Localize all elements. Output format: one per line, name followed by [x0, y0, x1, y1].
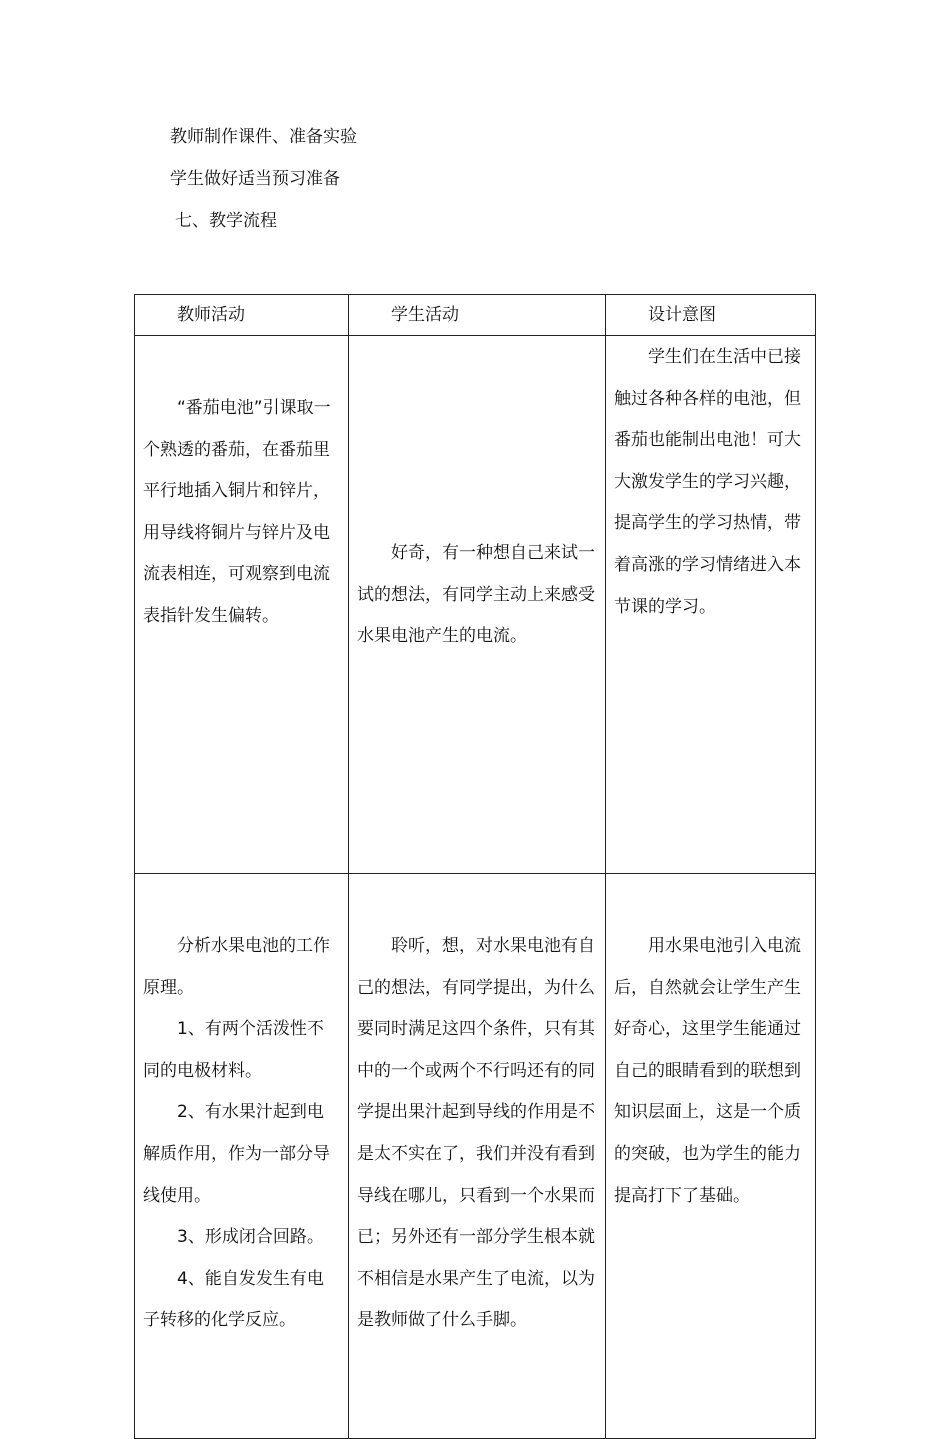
cell-paragraph: 4、能自发发生有电子转移的化学反应。 — [143, 1268, 324, 1331]
header-design-intent: 设计意图 — [606, 295, 816, 336]
cell-paragraph: 好奇，有一种想自己来试一试的想法，有同学主动上来感受水果电池产生的电流。 — [357, 543, 595, 647]
cell-paragraph: 分析水果电池的工作原理。 — [143, 936, 330, 998]
student-activity-cell — [349, 336, 606, 874]
teacher-activity-cell — [135, 874, 349, 1439]
cell-paragraph: 聆听，想，对水果电池有自己的想法，有同学提出，为什么要同时满足这四个条件，只有其中的一个或两个不行吗还有的同学提出果汁起到导线的作用是不是太不实在了，我们并没有看到导线在哪儿，只看到一个水果而已；另外还有一部分学生根本就不相信是水果产生了电流，以为是教师做了什么手脚。 — [357, 936, 595, 1331]
cell-paragraph: 1、有两个活泼性不同的电极材料。 — [143, 1019, 324, 1081]
teaching-flow-table — [134, 294, 816, 1439]
design-intent-cell — [606, 336, 816, 874]
cell-paragraph: 用水果电池引入电流后，自然就会让学生产生好奇心，这里学生能通过自己的眼睛看到的联想到知识层面上，这是一个质的突破，也为学生的能力提高打下了基础。 — [614, 936, 801, 1206]
teacher-activity-cell — [135, 336, 349, 874]
prep-student-line: 学生做好适当预习准备 — [170, 169, 340, 189]
cell-paragraph: “番茄电池”引课取一个熟透的番茄，在番茄里平行地插入铜片和锌片，用导线将铜片与锌片及电流表相连，可观察到电流表指针发生偏转。 — [143, 398, 331, 626]
cell-paragraph: 学生们在生活中已接触过各种各样的电池，但番茄也能制出电池！可大大激发学生的学习兴趣，提高学生的学习热情，带着高涨的学习情绪进入本节课的学习。 — [614, 347, 801, 617]
table-row — [135, 336, 816, 874]
table-row — [135, 874, 816, 1439]
student-activity-cell — [349, 874, 606, 1439]
section-heading: 七、教学流程 — [175, 211, 277, 231]
cell-paragraph: 3、形成闭合回路。 — [177, 1227, 324, 1248]
header-teacher-activity: 教师活动 — [135, 295, 349, 336]
design-intent-cell — [606, 874, 816, 1439]
cell-paragraph: 2、有水果汁起到电解质作用，作为一部分导线使用。 — [143, 1102, 330, 1206]
table-header-row — [135, 295, 816, 336]
prep-teacher-line: 教师制作课件、准备实验 — [170, 127, 357, 147]
header-student-activity: 学生活动 — [349, 295, 606, 336]
